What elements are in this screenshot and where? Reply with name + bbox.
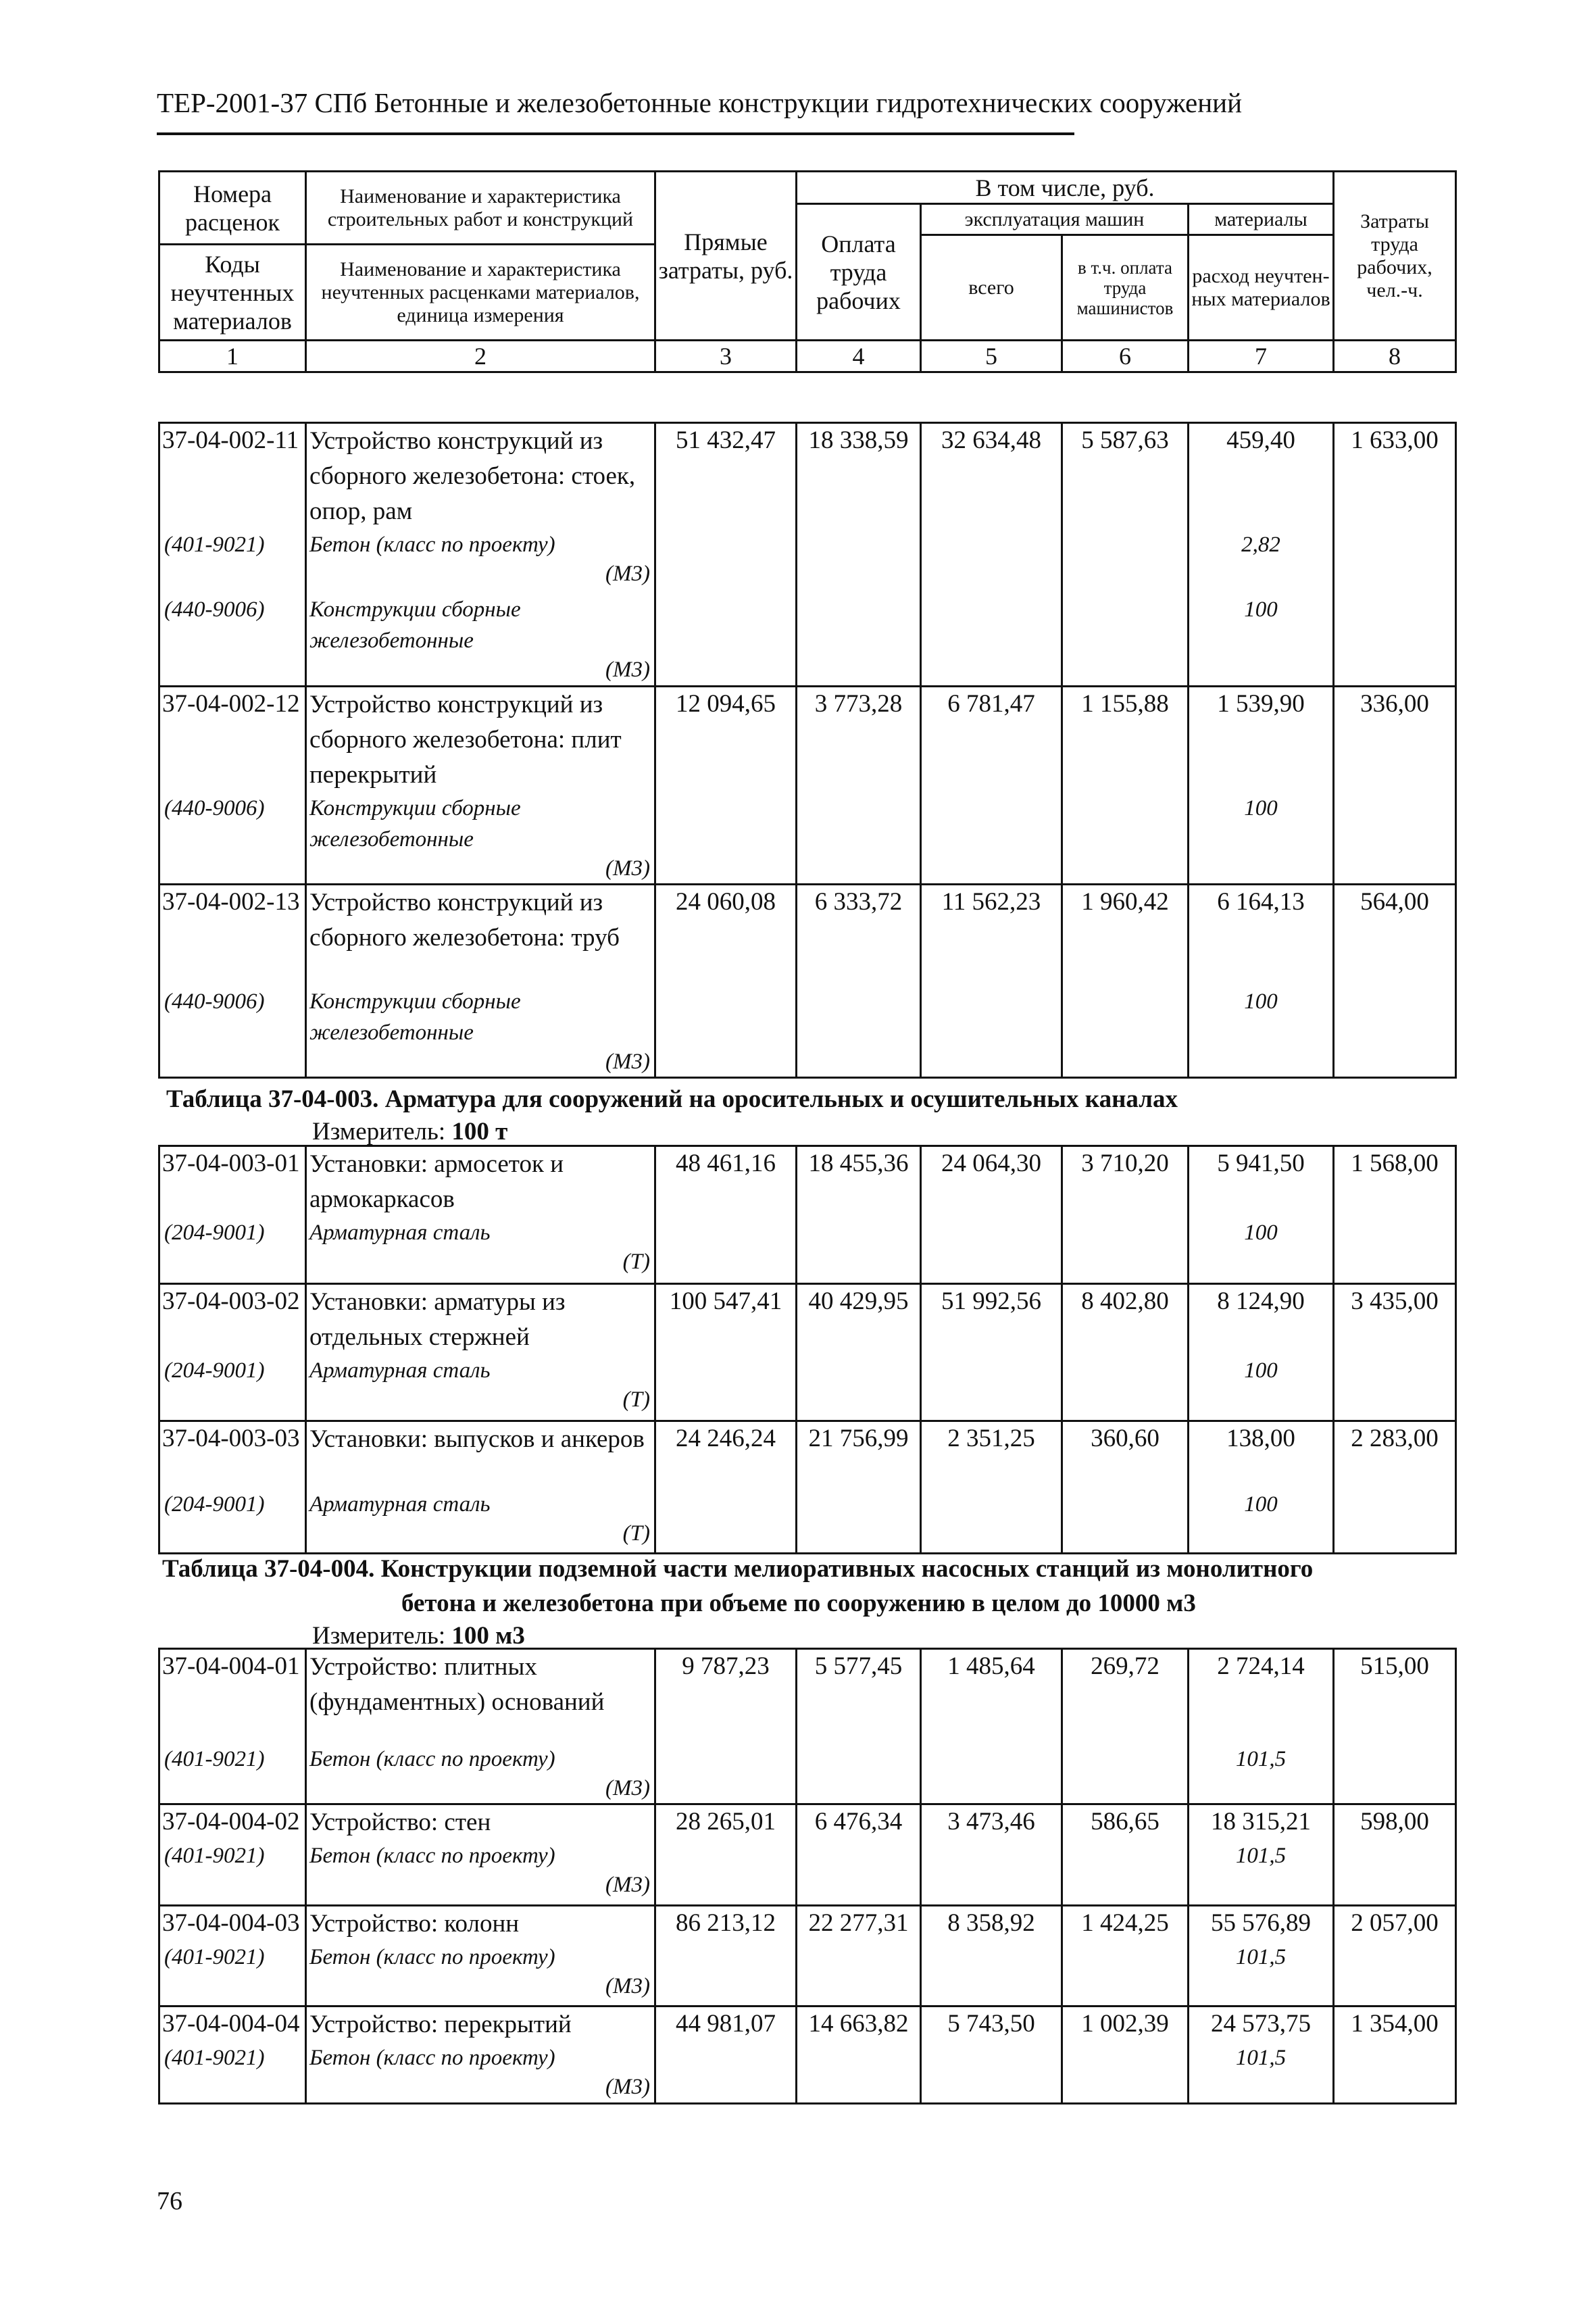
worker-wages: 6 333,72	[797, 885, 921, 986]
machinist-wages: 360,60	[1062, 1421, 1189, 1489]
material-quantity: 101,5	[1189, 1744, 1334, 1775]
worker-wages: 21 756,99	[797, 1421, 921, 1489]
rate-code: 37-04-002-11	[159, 423, 306, 530]
direct-costs: 9 787,23	[655, 1649, 797, 1744]
direct-costs: 24 060,08	[655, 885, 797, 986]
material-quantity: 101,5	[1189, 1840, 1334, 1871]
machines-total: 32 634,48	[921, 423, 1062, 530]
measure-label: Измеритель:	[312, 1622, 446, 1650]
header-materials: материалы	[1189, 204, 1334, 235]
materials-cost: 5 941,50	[1189, 1146, 1334, 1218]
column-number: 7	[1189, 341, 1334, 372]
labor-hours: 2 057,00	[1334, 1905, 1456, 1942]
labor-hours: 1 633,00	[1334, 423, 1456, 530]
machinist-wages: 1 002,39	[1062, 2007, 1189, 2043]
header-labor: Затраты труда рабочих, чел.-ч.	[1334, 172, 1456, 341]
materials-cost: 8 124,90	[1189, 1283, 1334, 1355]
material-code: (440-9006)	[159, 986, 306, 1048]
direct-costs: 12 094,65	[655, 686, 797, 793]
machinist-wages: 586,65	[1062, 1804, 1189, 1841]
machinist-wages: 269,72	[1062, 1649, 1189, 1744]
material-unit: (Т)	[306, 1386, 655, 1421]
work-name: Устройство конструкций из сборного железобетона: труб	[306, 885, 655, 986]
material-quantity: 100	[1189, 793, 1334, 855]
work-name: Устройство: колонн	[306, 1905, 655, 1942]
column-number: 2	[306, 341, 655, 372]
worker-wages: 22 277,31	[797, 1905, 921, 1942]
worker-wages: 40 429,95	[797, 1283, 921, 1355]
column-number: 3	[655, 341, 797, 372]
material-code: (401-9021)	[159, 1744, 306, 1775]
machines-total: 1 485,64	[921, 1649, 1062, 1744]
rate-code: 37-04-002-12	[159, 686, 306, 793]
materials-cost: 138,00	[1189, 1421, 1334, 1489]
rate-code: 37-04-004-02	[159, 1804, 306, 1841]
direct-costs: 44 981,07	[655, 2007, 797, 2043]
column-number: 8	[1334, 341, 1456, 372]
direct-costs: 51 432,47	[655, 423, 797, 530]
material-code: (204-9001)	[159, 1217, 306, 1248]
worker-wages: 3 773,28	[797, 686, 921, 793]
header-machinist-wages: в т.ч. оплата труда машинистов	[1062, 235, 1189, 341]
rate-code: 37-04-003-03	[159, 1421, 306, 1489]
material-quantity: 100	[1189, 1489, 1334, 1520]
rate-code: 37-04-002-13	[159, 885, 306, 986]
table-caption: Таблица 37-04-003. Арматура для сооружений на оросительных и осушительных каналах	[166, 1085, 1178, 1113]
material-unit: (М3)	[306, 855, 655, 885]
material-code: (440-9006)	[159, 793, 306, 855]
worker-wages: 5 577,45	[797, 1649, 921, 1744]
worker-wages: 6 476,34	[797, 1804, 921, 1841]
materials-cost: 24 573,75	[1189, 2007, 1334, 2043]
material-unit: (М3)	[306, 656, 655, 686]
material-unit: (Т)	[306, 1248, 655, 1283]
rate-code: 37-04-003-02	[159, 1283, 306, 1355]
machines-total: 24 064,30	[921, 1146, 1062, 1218]
material-name: Бетон (класс по проекту)	[306, 1744, 655, 1775]
header-unaccounted-materials: расход неучтен-ных материалов	[1189, 235, 1334, 341]
machines-total: 3 473,46	[921, 1804, 1062, 1841]
machinist-wages: 3 710,20	[1062, 1146, 1189, 1218]
material-name: Арматурная сталь	[306, 1489, 655, 1520]
machinist-wages: 8 402,80	[1062, 1283, 1189, 1355]
machinist-wages: 1 155,88	[1062, 686, 1189, 793]
material-code: (204-9001)	[159, 1355, 306, 1386]
measure-line	[312, 1117, 507, 1146]
document-title: ТЕР-2001-37 СПб Бетонные и железобетонные конструкции гидротехнических сооружений	[157, 87, 1243, 118]
materials-cost: 2 724,14	[1189, 1649, 1334, 1744]
rates-table-section1	[158, 422, 1457, 1079]
column-number: 1	[159, 341, 306, 372]
material-quantity: 100	[1189, 1217, 1334, 1248]
materials-cost: 459,40	[1189, 423, 1334, 530]
material-name: Бетон (класс по проекту)	[306, 2042, 655, 2073]
header-machines-total: всего	[921, 235, 1062, 341]
material-code: (401-9021)	[159, 1942, 306, 1973]
rate-code: 37-04-004-04	[159, 2007, 306, 2043]
column-header-table	[158, 170, 1457, 373]
material-unit: (М3)	[306, 1775, 655, 1804]
column-number: 5	[921, 341, 1062, 372]
table-caption: Таблица 37-04-004. Конструкции подземной части мелиоративных насосных станций из монолитного	[162, 1555, 1314, 1583]
machinist-wages: 5 587,63	[1062, 423, 1189, 530]
material-name: Арматурная сталь	[306, 1217, 655, 1248]
machines-total: 8 358,92	[921, 1905, 1062, 1942]
material-name: Арматурная сталь	[306, 1355, 655, 1386]
work-name: Устройство: перекрытий	[306, 2007, 655, 2043]
machines-total: 2 351,25	[921, 1421, 1062, 1489]
work-name: Устройство конструкций из сборного железобетона: плит перекрытий	[306, 686, 655, 793]
direct-costs: 100 547,41	[655, 1283, 797, 1355]
material-unit: (М3)	[306, 1048, 655, 1078]
machines-total: 5 743,50	[921, 2007, 1062, 2043]
work-name: Устройство: плитных (фундаментных) оснований	[306, 1649, 655, 1744]
worker-wages: 18 338,59	[797, 423, 921, 530]
material-name: Конструкции сборные железобетонные	[306, 594, 655, 656]
material-code: (401-9021)	[159, 529, 306, 560]
material-quantity: 101,5	[1189, 1942, 1334, 1973]
material-name: Бетон (класс по проекту)	[306, 529, 655, 560]
material-code: (440-9006)	[159, 594, 306, 656]
material-quantity: 100	[1189, 594, 1334, 656]
rate-code: 37-04-003-01	[159, 1146, 306, 1218]
measure-value: 100 т	[451, 1118, 508, 1146]
work-name: Установки: армосеток и армокаркасов	[306, 1146, 655, 1218]
header-direct-costs: Прямые затраты, руб.	[655, 172, 797, 341]
direct-costs: 24 246,24	[655, 1421, 797, 1489]
machines-total: 51 992,56	[921, 1283, 1062, 1355]
measure-value: 100 м3	[451, 1622, 525, 1650]
labor-hours: 3 435,00	[1334, 1283, 1456, 1355]
direct-costs: 48 461,16	[655, 1146, 797, 1218]
material-quantity: 100	[1189, 1355, 1334, 1386]
direct-costs: 28 265,01	[655, 1804, 797, 1841]
worker-wages: 18 455,36	[797, 1146, 921, 1218]
work-name: Устройство: стен	[306, 1804, 655, 1841]
material-unit: (М3)	[306, 1973, 655, 2007]
material-name: Конструкции сборные железобетонные	[306, 793, 655, 855]
header-group-including: В том числе, руб.	[797, 172, 1334, 204]
material-unit: (Т)	[306, 1520, 655, 1554]
table-caption: бетона и железобетона при объеме по сооружению в целом до 10000 м3	[401, 1590, 1196, 1617]
title-underline	[157, 132, 1074, 135]
header-col1-top: Номера расценок	[159, 172, 306, 245]
material-unit: (М3)	[306, 1871, 655, 1905]
machines-total: 11 562,23	[921, 885, 1062, 986]
labor-hours: 1 568,00	[1334, 1146, 1456, 1218]
rates-table-section2	[158, 1145, 1457, 1554]
header-col2-top: Наименование и характеристика строительных работ и конструкций	[306, 172, 655, 245]
machinist-wages: 1 960,42	[1062, 885, 1189, 986]
materials-cost: 6 164,13	[1189, 885, 1334, 986]
materials-cost: 55 576,89	[1189, 1905, 1334, 1942]
material-quantity: 101,5	[1189, 2042, 1334, 2073]
material-name: Конструкции сборные железобетонные	[306, 986, 655, 1048]
labor-hours: 336,00	[1334, 686, 1456, 793]
material-code: (204-9001)	[159, 1489, 306, 1520]
labor-hours: 2 283,00	[1334, 1421, 1456, 1489]
labor-hours: 515,00	[1334, 1649, 1456, 1744]
material-unit: (М3)	[306, 560, 655, 594]
header-wages: Оплата труда рабочих	[797, 204, 921, 341]
rates-table-section3	[158, 1648, 1457, 2104]
work-name: Установки: выпусков и анкеров	[306, 1421, 655, 1489]
worker-wages: 14 663,82	[797, 2007, 921, 2043]
header-col2-bottom: Наименование и характеристика неучтенных расценками материалов, единица измерения	[306, 245, 655, 341]
labor-hours: 598,00	[1334, 1804, 1456, 1841]
material-quantity: 2,82	[1189, 529, 1334, 560]
material-name: Бетон (класс по проекту)	[306, 1942, 655, 1973]
header-machines: эксплуатация машин	[921, 204, 1189, 235]
material-unit: (М3)	[306, 2073, 655, 2103]
machinist-wages: 1 424,25	[1062, 1905, 1189, 1942]
materials-cost: 1 539,90	[1189, 686, 1334, 793]
rate-code: 37-04-004-01	[159, 1649, 306, 1744]
work-name: Установки: арматуры из отдельных стержней	[306, 1283, 655, 1355]
direct-costs: 86 213,12	[655, 1905, 797, 1942]
rate-code: 37-04-004-03	[159, 1905, 306, 1942]
labor-hours: 1 354,00	[1334, 2007, 1456, 2043]
machines-total: 6 781,47	[921, 686, 1062, 793]
measure-line	[312, 1621, 525, 1650]
material-code: (401-9021)	[159, 1840, 306, 1871]
header-col1-bottom: Коды неучтенных материалов	[159, 245, 306, 341]
column-number: 6	[1062, 341, 1189, 372]
material-quantity: 100	[1189, 986, 1334, 1048]
materials-cost: 18 315,21	[1189, 1804, 1334, 1841]
material-name: Бетон (класс по проекту)	[306, 1840, 655, 1871]
column-number: 4	[797, 341, 921, 372]
material-code: (401-9021)	[159, 2042, 306, 2073]
labor-hours: 564,00	[1334, 885, 1456, 986]
measure-label: Измеритель:	[312, 1118, 446, 1146]
work-name: Устройство конструкций из сборного железобетона: стоек, опор, рам	[306, 423, 655, 530]
page-number: 76	[157, 2187, 182, 2215]
